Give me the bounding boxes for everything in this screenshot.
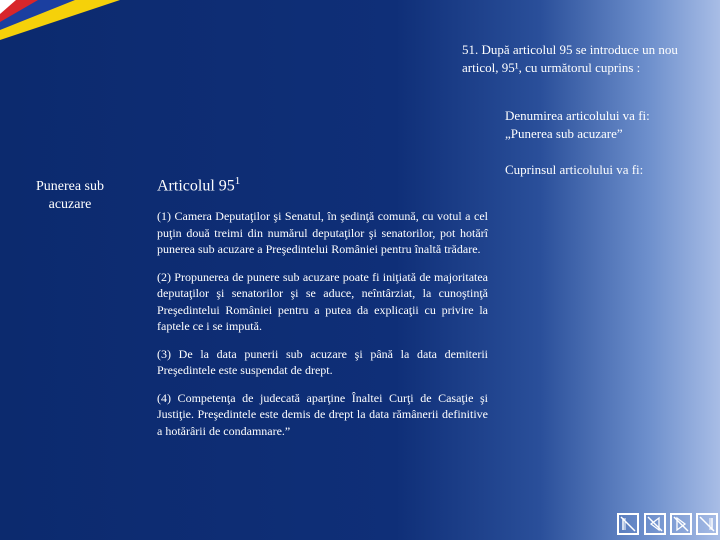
side-title-line2: acuzare: [48, 197, 92, 212]
previous-slide-button[interactable]: [644, 513, 666, 535]
article-title: [157, 175, 240, 195]
article-paragraph-1: (1) Camera Deputaţilor şi Senatul, în şedinţă comună, cu votul a cel puţin două treimi din numărul deputaţilor şi senatorilor, pot hotărî punerea sub acuzare a Preşedintelui României pentru înaltă trădare.: [157, 209, 488, 256]
last-icon: [698, 515, 716, 533]
amendment-heading: [462, 41, 712, 77]
article-title-text: Articolul 95: [157, 177, 235, 195]
article-content-label: Cuprinsul articolului va fi:: [505, 162, 644, 177]
first-slide-button[interactable]: [617, 513, 639, 535]
article-name-label: Denumirea articolului va fi:: [505, 108, 650, 123]
article-name-value: „Punerea sub acuzare”: [505, 126, 623, 141]
first-icon: [619, 515, 637, 533]
corner-decoration: [0, 0, 120, 40]
next-icon: [672, 515, 690, 533]
amendment-heading-line2: articol, 95¹, cu următorul cuprins :: [462, 60, 641, 75]
article-title-superscript: 1: [234, 175, 241, 187]
article-body: [157, 208, 488, 450]
amendment-heading-line1: 51. După articolul 95 se introduce un nou: [462, 42, 678, 57]
article-paragraph-4: (4) Competenţa de judecată aparţine Înaltei Curţi de Casaţie şi Justiţie. Preşedintele este demis de drept la data rămânerii definitive a hotărârii de condamnare.”: [157, 390, 488, 438]
article-name-block: [505, 107, 715, 143]
article-paragraph-2: (2) Propunerea de punere sub acuzare poate fi iniţiată de majoritatea deputaţilor şi senatorilor şi se aduce, neîntârziat, la cunoştinţă Preşedintelui României pentru a putea da explicaţii cu privire la faptele ce i se impută.: [157, 269, 488, 333]
side-title: [20, 178, 120, 214]
side-title-line1: Punerea sub: [35, 179, 105, 194]
next-slide-button[interactable]: [670, 513, 692, 535]
last-slide-button[interactable]: [696, 513, 718, 535]
previous-icon: [646, 515, 664, 533]
article-paragraph-3: (3) De la data punerii sub acuzare şi până la data demiterii Preşedintele este suspendat de drept.: [157, 346, 488, 377]
